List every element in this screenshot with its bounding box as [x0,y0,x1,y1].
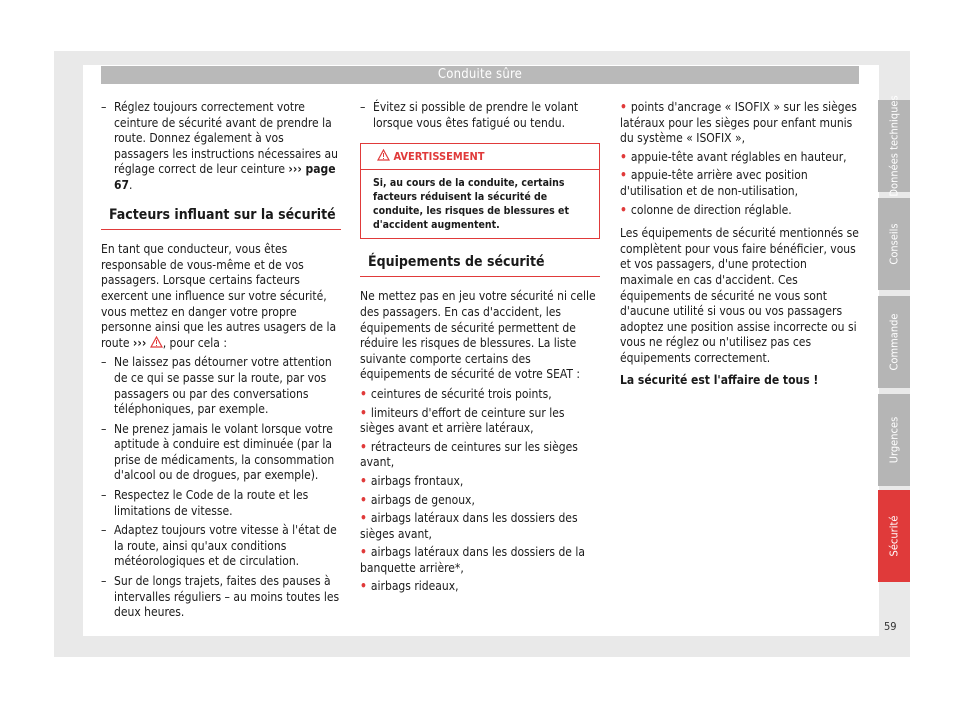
list-item: – Sur de longs trajets, faites des pauses à intervalles réguliers – au moins toutes les deux heures. [101,574,341,621]
bullet-item: • airbags rideaux, [360,579,459,594]
bullet-item: • appuie-tête avant réglables en hauteur, [620,149,847,164]
section-title: Équipements de sécurité [360,255,600,278]
bullet-icon: • [360,579,367,594]
section-title: Facteurs influant sur la sécurité [101,208,341,231]
bullet-item: • airbags de genoux, [360,492,475,507]
warning-triangle-icon [150,336,163,348]
bullet-icon: • [360,511,367,526]
page-reference-link[interactable]: ››› page 67 [114,162,336,192]
list-item: – Évitez si possible de prendre le volant lorsque vous êtes fatigué ou tendu. [360,100,600,131]
list-item: – Adaptez toujours votre vitesse à l'état de la route, ainsi qu'aux conditions météorologiques et de circulation. [101,523,341,570]
list-item: – Ne laissez pas détourner votre attention de ce qui se passe sur la route, par vos passagers ou par des conversations téléphoniques, par exemple. [101,355,341,417]
bullet-item: • airbags frontaux, [360,473,464,488]
warning-title: AVERTISSEMENT [393,150,485,164]
bullet-icon: • [360,405,367,420]
bullet-icon: • [620,168,627,183]
column-1 [101,100,341,625]
warning-text: Si, au cours de la conduite, certains facteurs réduisent la sécurité de conduite, les risques de blessures et d'accident augmentent. [373,176,569,231]
tab-commande[interactable]: Commande [878,296,910,388]
bullet-item: • airbags latéraux dans les dossiers des sièges avant, [360,511,578,541]
bullet-item: • rétracteurs de ceintures sur les sièges avant, [360,439,578,470]
bullet-item: • appuie-tête arrière avec position d'utilisation et de non-utilisation, [620,168,808,198]
bullet-item: • limiteurs d'effort de ceinture sur les sièges avant et arrière latéraux, [360,405,565,436]
bullet-item: • colonne de direction réglable. [620,202,792,217]
bullet-icon: • [360,386,367,401]
intro-paragraph: Ne mettez pas en jeu votre sécurité ni celle des passagers. En cas d'accident, les équipements de sécurité permettent de réduire les risques de blessures. La liste suivante comporte certains des équipements de sécurité de votre SEAT : [360,289,596,382]
bullet-icon: • [360,492,367,507]
page-number: 59 [884,620,897,633]
tab-conseils[interactable]: Conseils [878,198,910,290]
bullet-item: • points d'ancrage « ISOFIX » sur les sièges latéraux pour les sièges pour enfant munis du système « ISOFIX », [620,100,857,146]
bullet-icon: • [360,473,367,488]
list-item: – Respectez le Code de la route et les limitations de vitesse. [101,488,341,519]
intro-paragraph: En tant que conducteur, vous êtes responsable de vous-même et de vos passagers. Lorsque certains facteurs exercent une influence sur votre sécurité, vous mettez en danger votre propre personne ainsi que les autres usagers de la route ››› , pour cela : [101,242,337,350]
tab-donnees-techniques[interactable]: Données techniques [878,100,910,192]
bullet-item: • ceintures de sécurité trois points, [360,386,552,401]
column-3 [620,100,860,392]
bullet-item: • airbags latéraux dans les dossiers de la banquette arrière*, [360,545,585,575]
warning-reference-link[interactable]: ››› [132,335,147,350]
summary-paragraph: Les équipements de sécurité mentionnés se complètent pour vous faire bénéficier, vous et vos passagers, d'une protection maximale en cas d'accident. Ces équipements de sécurité ne vous sont d'aucune utilité si vous ou vos passagers adoptez une position assise incorrecte ou si vous ne réglez ou n'utilisez pas ces équipements correctement. [620,226,859,365]
bullet-icon: • [360,439,367,454]
column-2 [360,100,600,598]
tab-securite[interactable]: Sécurité [878,490,910,582]
warning-header [361,144,599,170]
bullet-icon: • [620,100,627,114]
bullet-icon: • [620,149,627,164]
list-item: – Ne prenez jamais le volant lorsque votre aptitude à conduire est diminuée (par la prise de médicaments, la consommation d'alcool ou de drogues, par exemple). [101,422,341,484]
bullet-icon: • [360,545,367,560]
warning-box [360,143,600,239]
closing-statement: La sécurité est l'affaire de tous ! [620,372,819,387]
bullet-icon: • [620,202,627,217]
page-header: Conduite sûre [101,66,859,84]
list-item: – Réglez toujours correctement votre ceinture de sécurité avant de prendre la route. Donnez également à vos passagers les instructions nécessaires au réglage correct de leur ceinture ››› page 67. [101,100,341,194]
warning-triangle-icon [377,149,390,161]
tab-urgences[interactable]: Urgences [878,394,910,486]
